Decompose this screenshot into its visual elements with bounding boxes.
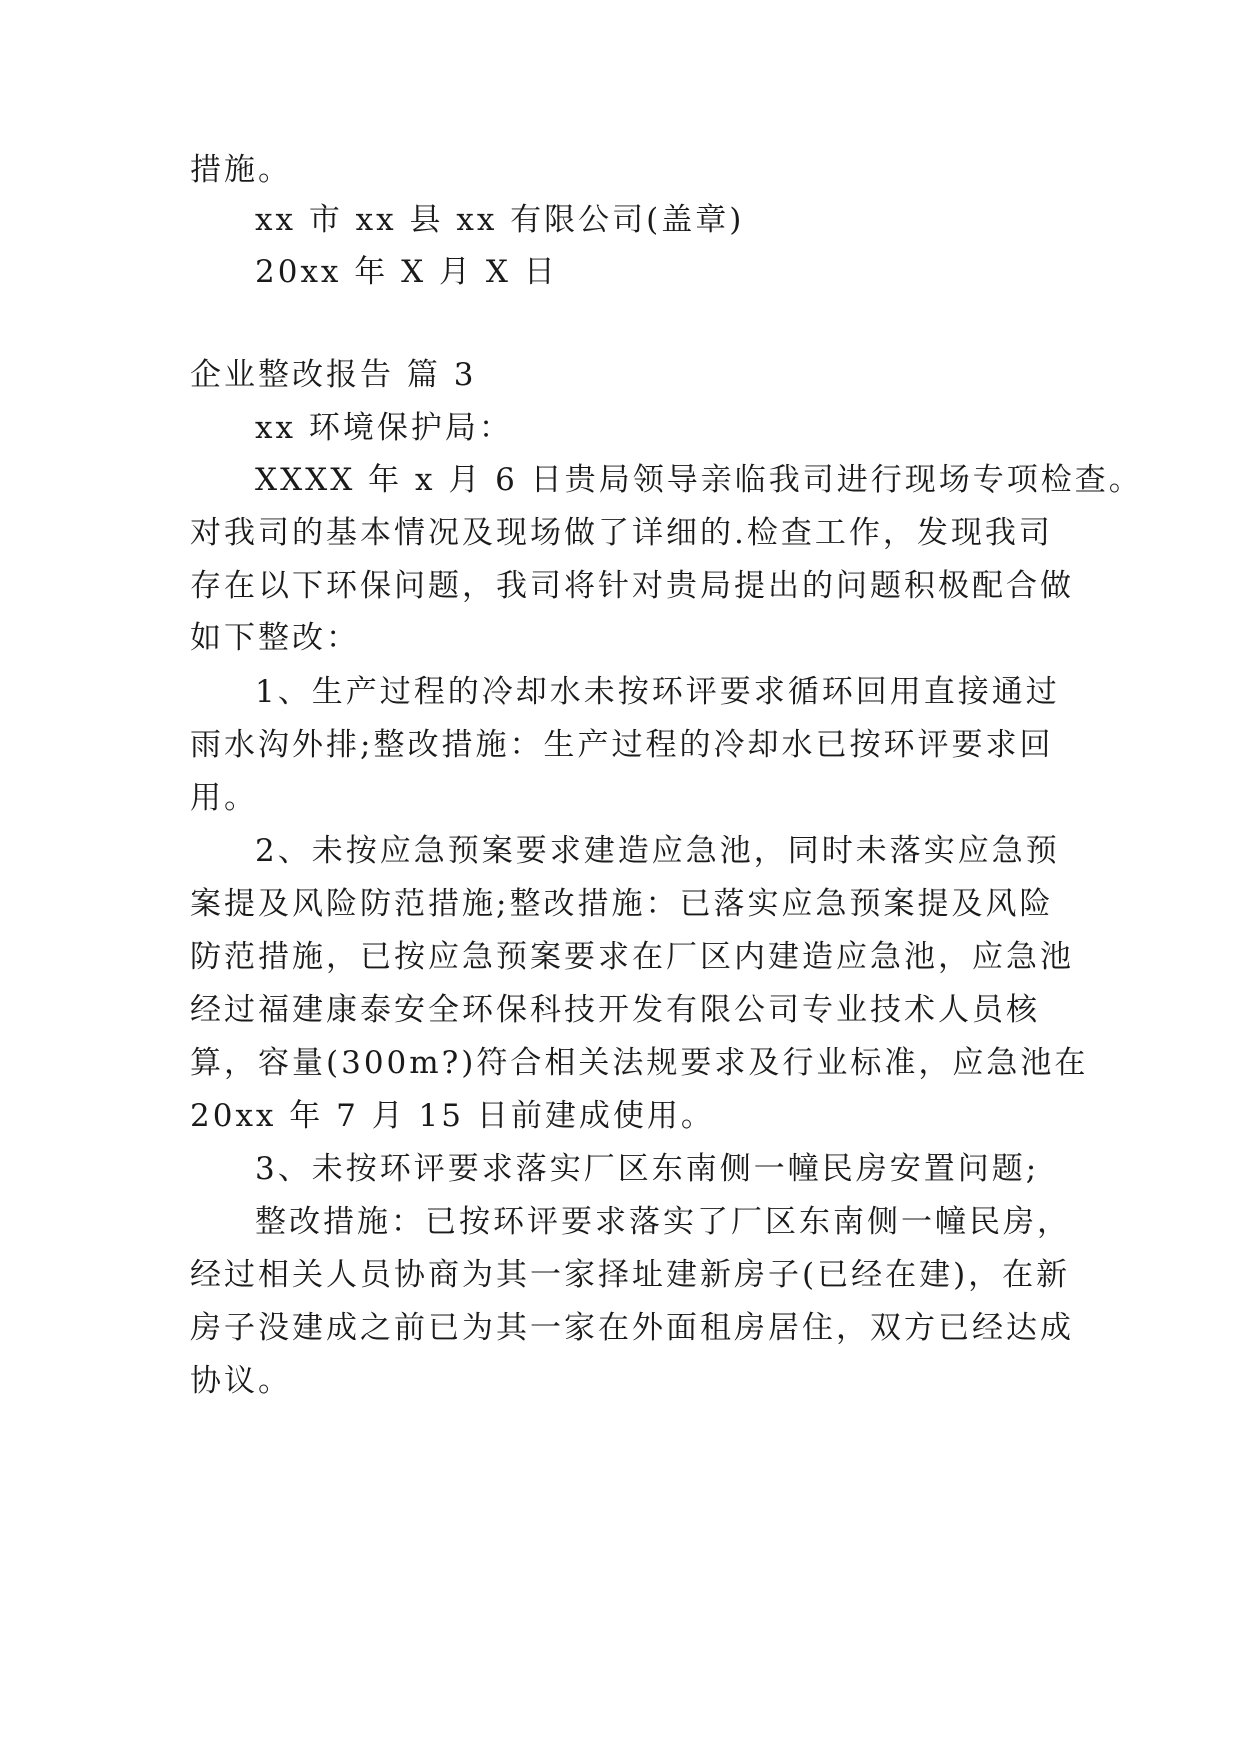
paragraph-line: 存在以下环保问题，我司将针对贵局提出的问题积极配合做 <box>190 568 1074 604</box>
paragraph-line: 案提及风险防范措施;整改措施：已落实应急预案提及风险 <box>190 886 1054 922</box>
paragraph-line: 经过相关人员协商为其一家择址建新房子(已经在建)，在新 <box>190 1257 1071 1293</box>
paragraph-line: 1、生产过程的冷却水未按环评要求循环回用直接通过 <box>255 674 1060 710</box>
paragraph-line: 雨水沟外排;整改措施：生产过程的冷却水已按环评要求回 <box>190 727 1054 763</box>
paragraph-line: 算，容量(300m?)符合相关法规要求及行业标准，应急池在 <box>190 1045 1089 1081</box>
salutation: xx 环境保护局： <box>255 410 513 446</box>
paragraph-line: XXXX 年 x 月 6 日贵局领导亲临我司进行现场专项检查。 <box>255 462 1143 498</box>
paragraph-line: 措施。 <box>190 152 292 188</box>
date-line: 20xx 年 X 月 X 日 <box>255 254 558 290</box>
paragraph-line: 如下整改： <box>190 620 360 656</box>
section-title: 企业整改报告 篇 3 <box>190 357 477 393</box>
paragraph-line: 房子没建成之前已为其一家在外面租房居住，双方已经达成 <box>190 1310 1074 1346</box>
paragraph-line: 3、未按环评要求落实厂区东南侧一幢民房安置问题; <box>255 1151 1040 1187</box>
company-seal-line: xx 市 xx 县 xx 有限公司(盖章) <box>255 202 745 238</box>
paragraph-line: 防范措施，已按应急预案要求在厂区内建造应急池，应急池 <box>190 939 1074 975</box>
paragraph-line: 20xx 年 7 月 15 日前建成使用。 <box>190 1098 715 1134</box>
paragraph-line: 经过福建康泰安全环保科技开发有限公司专业技术人员核 <box>190 992 1040 1028</box>
paragraph-line: 整改措施：已按环评要求落实了厂区东南侧一幢民房， <box>255 1204 1071 1240</box>
paragraph-line: 2、未按应急预案要求建造应急池，同时未落实应急预 <box>255 833 1060 869</box>
paragraph-line: 协议。 <box>190 1363 292 1399</box>
paragraph-line: 用。 <box>190 780 258 816</box>
paragraph-line: 对我司的基本情况及现场做了详细的.检查工作，发现我司 <box>190 515 1053 551</box>
